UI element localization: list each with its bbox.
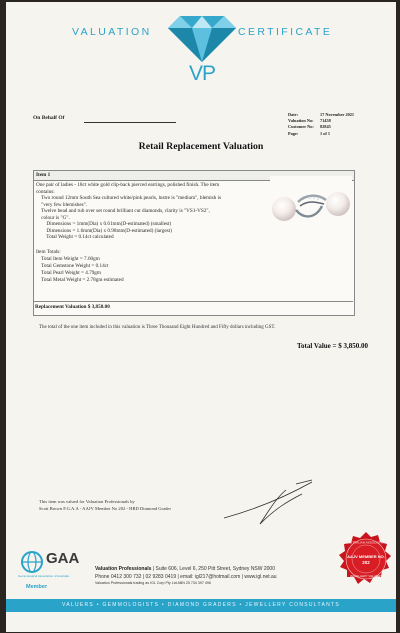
item-description-line: One pair of ladies - 18ct white gold clip-back pierced earrings, polished finish. The item xyxy=(36,182,220,188)
certificate-header xyxy=(6,2,396,117)
meta-label: Customer No: xyxy=(288,124,314,130)
item-description-line: contains: xyxy=(36,188,55,195)
item-description-line: Total Weight = 0.14ct calculated xyxy=(36,234,114,240)
footer-address: | Suite 606, Level 6, 250 Pitt Street, Sydney NSW 2000 xyxy=(151,566,275,572)
diamond-logo-icon xyxy=(166,14,238,64)
item-heading: Item 1 xyxy=(36,172,51,178)
aajv-seal-icon xyxy=(338,531,394,587)
footer-contact xyxy=(95,565,277,586)
seal-bottom-text: JEWELLERY VALUERS xyxy=(349,574,383,578)
valuation-meta xyxy=(288,112,354,137)
replacement-valuation-row xyxy=(33,301,353,312)
valued-for-block xyxy=(39,498,171,512)
seal-center-text: AAJV MEMBER NO. xyxy=(347,554,385,559)
gaa-logo-text: GAA xyxy=(46,550,80,567)
meta-label: Valuation No: xyxy=(288,118,314,124)
on-behalf-of-label: On Behalf Of xyxy=(33,115,65,121)
item-description-line: "very few blemishes". xyxy=(36,201,88,208)
header-left-title: VALUATION xyxy=(72,26,152,38)
total-sentence: The total of the one item included in this valuation is Three Thousand Eight Hundred and Fifty dollars including GST. xyxy=(39,325,276,330)
vp-logo-text: VP xyxy=(188,62,215,85)
footer-address-line xyxy=(95,565,277,573)
seal-top-text: AUSTRALIAN ASSOCIATION xyxy=(346,540,386,545)
meta-value: 82845 xyxy=(320,124,331,130)
item-total-line: Total Item Weight = 7.60gm xyxy=(36,256,100,262)
item-total-line: Total Gemstone Weight = 0.14ct xyxy=(36,263,109,269)
valued-for-line: This item was valued for Valuation Professionals by xyxy=(39,499,135,504)
gaa-member-label: Member xyxy=(26,584,48,590)
earrings-photo xyxy=(270,176,352,234)
meta-label: Date: xyxy=(288,112,299,117)
item-description-line: colour is "G". xyxy=(36,214,70,221)
item-description-line: Dimensions = 1mm(Dia) x 0.61mm(D-estimated) (smallest) xyxy=(36,221,172,227)
meta-value: 1 of 1 xyxy=(320,130,331,136)
item-total-line: Total Pearl Weight = 4.79gm xyxy=(36,270,101,276)
footer-phone-line: Phone 0412 300 732 | 02 9283 0419 | email: igl217@hotmail.com | www.igl.net.au xyxy=(95,574,277,580)
meta-value: 71458 xyxy=(320,118,331,124)
replacement-valuation: Replacement Valuation $ 3,850.00 xyxy=(35,304,110,310)
item-description-line: Twelve bead and rub over set round brilliant cut diamonds, clarity is "VS1-VS2", xyxy=(36,208,210,214)
valued-for-line: Scott Brown F.G.A.A - AAJV Member No 202 - HRD Diamond Grader xyxy=(39,506,171,511)
total-value: Total Value = $ 3,850.00 xyxy=(297,342,369,350)
bottom-banner-text: VALUERS • GEMMOLOGISTS • DIAMOND GRADERS • JEWELLERY CONSULTANTS xyxy=(61,602,341,608)
footer-abn-line: Valuation Professionals trading as IGL Corp Pty Ltd ABN 25 734 397 496 xyxy=(95,581,211,585)
item-description-line: Two round 12mm South Sea cultured white/pink pearls, lustre is "medium", blemish is xyxy=(36,195,222,201)
item-totals-heading: Item Totals: xyxy=(36,249,61,255)
certificate-page xyxy=(6,2,396,632)
item-description-line: Dimensions = 1.6mm(Dia) x 0.98mm(D-estimated) (largest) xyxy=(36,227,172,234)
signature-icon xyxy=(216,472,326,532)
meta-row xyxy=(288,131,354,137)
on-behalf-of-line xyxy=(84,122,176,123)
document-title: Retail Replacement Valuation xyxy=(138,141,264,152)
seal-number-text: 202 xyxy=(362,560,370,565)
meta-label: Page: xyxy=(288,130,299,136)
item-total-line: Total Metal Weight = 2.78gm estimated xyxy=(36,277,124,283)
meta-value: 17 November 2021 xyxy=(320,112,355,117)
bottom-banner xyxy=(6,599,396,612)
gaa-subtitle: Gemmological Association of Australia xyxy=(18,574,69,578)
header-right-title: CERTIFICATE xyxy=(238,26,333,38)
footer-company: Valuation Professionals xyxy=(95,566,152,572)
